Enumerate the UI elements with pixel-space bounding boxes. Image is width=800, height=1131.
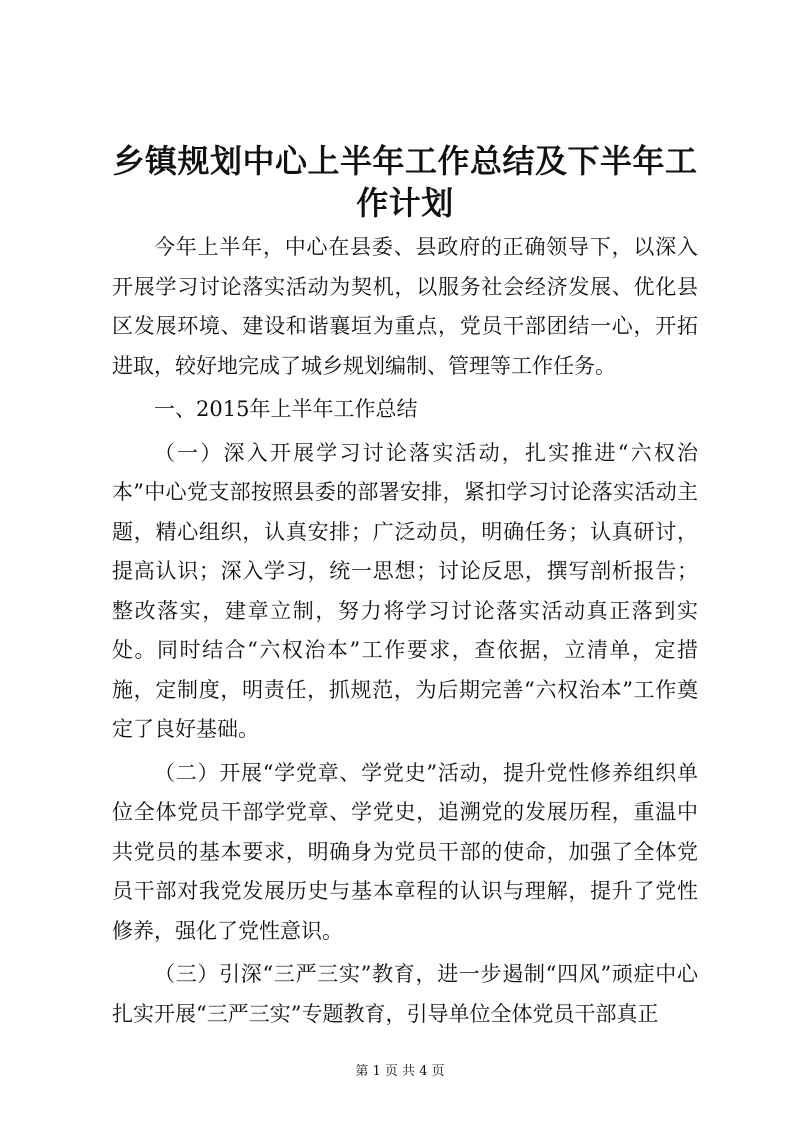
document-title: 乡镇规划中心上半年工作总结及下半年工作计划 — [112, 142, 698, 222]
intro-paragraph: 今年上半年，中心在县委、县政府的正确领导下，以深入开展学习讨论落实活动为契机，以服务社会经济发展、优化县区发展环境、建设和谐襄垣为重点，党员干部团结一心，开拓进取，较好地完成了城乡规划编制、管理等工作任务。 — [112, 235, 698, 378]
paragraph-item-1: （一）深入开展学习讨论落实活动，扎实推进“六权治本”中心党支部按照县委的部署安排，紧扣学习讨论落实活动主题，精心组织，认真安排；广泛动员，明确任务；认真研讨，提高认识；深入学习，统一思想；讨论反思，撰写剖析报告；整改落实，建章立制，努力将学习讨论落实活动真正落到实处。同时结合“六权治本”工作要求，查依据，立清单，定措施，定制度，明责任，抓规范，为后期完善“六权治本”工作奠定了良好基础。 — [112, 440, 698, 741]
document-body — [112, 228, 698, 1034]
paragraph-item-2: （二）开展“学党章、学党史”活动，提升党性修养组织单位全体党员干部学党章、学党史，追溯党的发展历程，重温中共党员的基本要求，明确身为党员干部的使命，加强了全体党员干部对我党发展历史与基本章程的认识与理解，提升了党性修养，强化了党性意识。 — [112, 760, 698, 943]
paragraph-item-3: （三）引深“三严三实”教育，进一步遏制“四风”顽症中心扎实开展“三严三实”专题教育，引导单位全体党员干部真正 — [112, 962, 698, 1026]
section-heading: 一、2015年上半年工作总结 — [154, 397, 418, 421]
page-footer: 第 1 页 共 4 页 — [355, 1064, 445, 1079]
